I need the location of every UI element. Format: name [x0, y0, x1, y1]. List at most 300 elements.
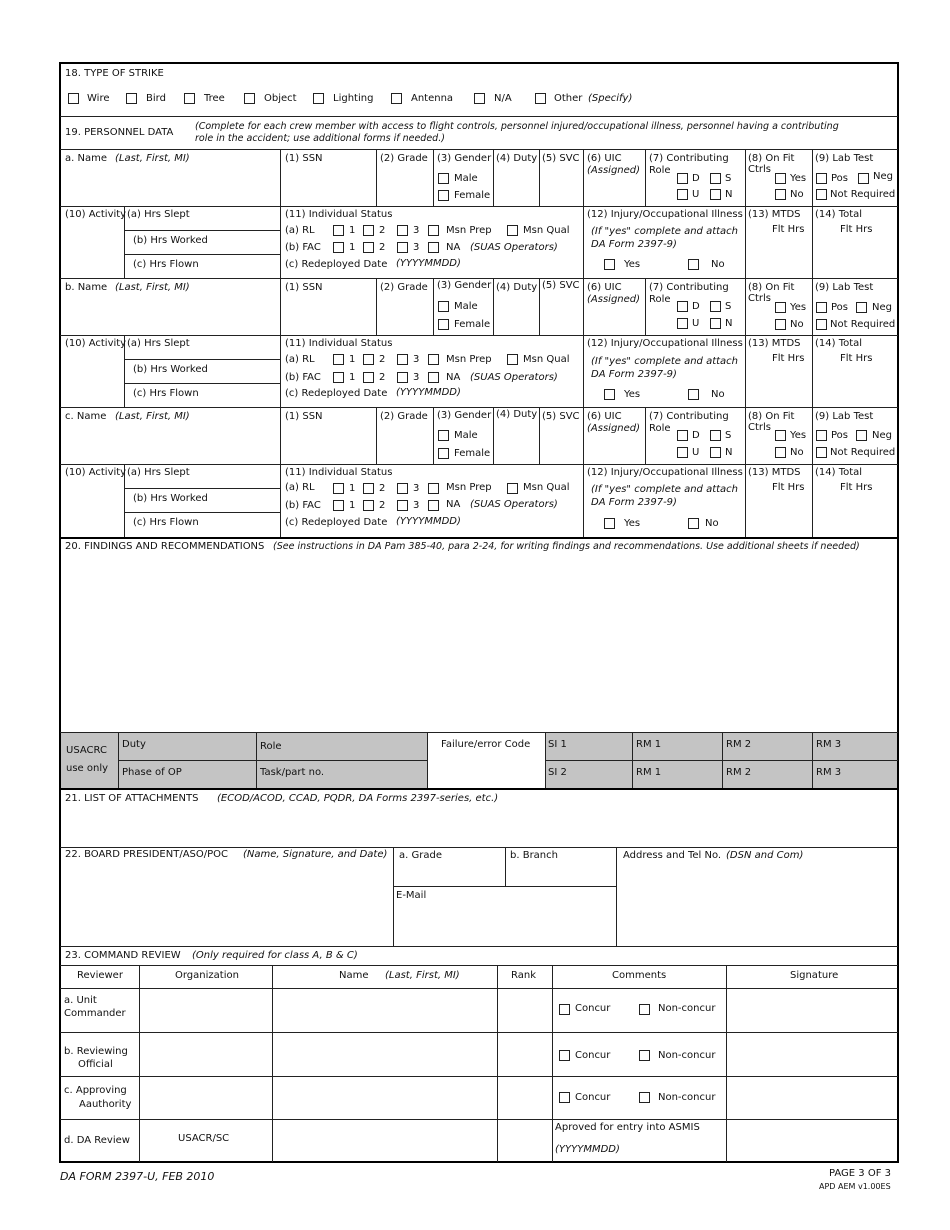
fac-2-checkbox[interactable] — [363, 372, 374, 383]
unit-commander-label-2: Commander — [64, 1008, 126, 1019]
mtds-flthrs: Flt Hrs — [772, 482, 805, 493]
na-status-checkbox[interactable] — [428, 242, 439, 253]
status-label: (11) Individual Status — [285, 209, 393, 220]
tree-label: Tree — [204, 93, 225, 104]
msn-qual-checkbox[interactable] — [507, 354, 518, 365]
fac-2-checkbox[interactable] — [363, 500, 374, 511]
wire-label: Wire — [87, 93, 110, 104]
ssn-label: (1) SSN — [285, 411, 323, 422]
divider — [60, 988, 898, 989]
divider — [256, 733, 257, 788]
female-checkbox[interactable] — [438, 319, 449, 330]
reviewing-official-label-2: Official — [78, 1059, 113, 1070]
female-checkbox[interactable] — [438, 190, 449, 201]
role-s-label: S — [725, 301, 732, 312]
fac-1-label: 1 — [349, 372, 356, 383]
reviewing-nonconcur-label: Non-concur — [658, 1050, 716, 1061]
onfit-yes-checkbox[interactable] — [775, 173, 786, 184]
usacrc-rm1: RM 1 — [636, 739, 662, 750]
rl-1-label: 1 — [349, 354, 356, 365]
divider — [545, 733, 546, 788]
na-status-checkbox[interactable] — [428, 500, 439, 511]
divider — [393, 847, 394, 946]
redeployed-format: (YYYYMMDD) — [396, 516, 461, 527]
divider — [726, 965, 727, 1162]
redeployed-format: (YYYYMMDD) — [396, 387, 461, 398]
role-u-checkbox[interactable] — [677, 447, 688, 458]
redeployed-label: (c) Redeployed Date — [285, 388, 388, 399]
rl-2-checkbox[interactable] — [363, 354, 374, 365]
na-status-label: NA — [446, 499, 461, 510]
bird-label: Bird — [146, 93, 166, 104]
divider — [60, 1076, 898, 1077]
role-s-label: S — [725, 430, 732, 441]
rl-label: (a) RL — [285, 482, 315, 493]
rl-3-checkbox[interactable] — [397, 483, 408, 494]
divider — [60, 788, 898, 790]
divider — [118, 733, 119, 788]
section-20-note: (See instructions in DA Pam 385-40, para 2-24, for writing findings and recommendations. Use additional sheets if needed) — [273, 541, 860, 552]
usacrc-duty: Duty — [122, 739, 146, 750]
suas-label: (SUAS Operators) — [470, 372, 558, 383]
address-field-note: (DSN and Com) — [726, 850, 804, 861]
fac-label: (b) FAC — [285, 372, 321, 383]
email-field-label: E-Mail — [396, 890, 427, 901]
divider — [393, 886, 616, 887]
role-u-checkbox[interactable] — [677, 318, 688, 329]
object-checkbox[interactable] — [244, 93, 255, 104]
fac-label: (b) FAC — [285, 500, 321, 511]
role-n-checkbox[interactable] — [710, 318, 721, 329]
divider — [552, 965, 553, 1162]
hrs-flown-label: (c) Hrs Flown — [133, 517, 199, 528]
divider — [60, 847, 898, 848]
divider — [632, 733, 633, 788]
male-label: Male — [454, 301, 478, 312]
role-s-checkbox[interactable] — [710, 430, 721, 441]
role-label: Role — [649, 165, 671, 176]
msn-qual-checkbox[interactable] — [507, 483, 518, 494]
onfit-yes-label: Yes — [790, 430, 807, 441]
gender-label: (3) Gender — [437, 153, 492, 164]
ctrls-label: Ctrls — [748, 164, 772, 175]
header-name-hint: (Last, First, MI) — [385, 970, 460, 981]
grade-field-label: a. Grade — [399, 850, 442, 861]
gender-label: (3) Gender — [437, 280, 492, 291]
male-label: Male — [454, 430, 478, 441]
ctrls-label: Ctrls — [748, 293, 772, 304]
approving-concur-checkbox[interactable] — [559, 1092, 570, 1103]
approving-nonconcur-checkbox[interactable] — [639, 1092, 650, 1103]
divider — [139, 965, 140, 1162]
role-d-checkbox[interactable] — [677, 173, 688, 184]
unit-commander-label-1: a. Unit — [64, 995, 97, 1006]
lab-pos-label: Pos — [831, 430, 849, 441]
approving-authority-label-2: Aauthority — [79, 1099, 132, 1110]
total-flthrs: Flt Hrs — [840, 353, 873, 364]
unit-nonconcur-checkbox[interactable] — [639, 1004, 650, 1015]
rl-1-checkbox[interactable] — [333, 225, 344, 236]
usacrc-role: Role — [260, 741, 282, 752]
other-label: Other — [554, 93, 583, 104]
rl-label: (a) RL — [285, 354, 315, 365]
lab-neg-checkbox[interactable] — [858, 173, 869, 184]
usacrc-rm2: RM 2 — [726, 739, 752, 750]
labtest-label: (9) Lab Test — [815, 282, 874, 293]
section-22-note: (Name, Signature, and Date) — [243, 849, 388, 860]
role-n-checkbox[interactable] — [710, 189, 721, 200]
injury-no-label: No — [711, 389, 725, 400]
status-label: (11) Individual Status — [285, 467, 393, 478]
fac-2-label: 2 — [379, 372, 386, 383]
usacrc-task: Task/part no. — [260, 767, 325, 778]
usacrc-failure: Failure/error Code — [441, 739, 531, 750]
status-label: (11) Individual Status — [285, 338, 393, 349]
divider — [427, 733, 428, 788]
aproved-label: Aproved for entry into ASMIS — [555, 1122, 700, 1133]
total-label: (14) Total — [815, 467, 863, 478]
branch-field-label: b. Branch — [510, 850, 558, 861]
total-flthrs: Flt Hrs — [840, 482, 873, 493]
mtds-flthrs: Flt Hrs — [772, 353, 805, 364]
row-c-name-hint: (Last, First, MI) — [115, 411, 190, 422]
activity-label: (10) Activity — [65, 209, 127, 220]
injury-no-checkbox[interactable] — [688, 259, 699, 270]
labtest-label: (9) Lab Test — [815, 411, 874, 422]
hrs-slept-label: (a) Hrs Slept — [127, 467, 190, 478]
section-19-note: (Complete for each crew member with access to flight controls, personnel injured/occupational illness, personnel having a contributing role in the accident; use additional forms if needed.) — [195, 121, 839, 144]
hrs-worked-label: (b) Hrs Worked — [133, 493, 208, 504]
other-checkbox[interactable] — [535, 93, 546, 104]
duty-label: (4) Duty — [496, 153, 538, 164]
fac-1-checkbox[interactable] — [333, 372, 344, 383]
wire-checkbox[interactable] — [68, 93, 79, 104]
mtds-label: (13) MTDS — [748, 209, 801, 220]
female-checkbox[interactable] — [438, 448, 449, 459]
male-label: Male — [454, 173, 478, 184]
other-specify: (Specify) — [588, 93, 633, 104]
msn-qual-label: Msn Qual — [523, 482, 570, 493]
usacrc-si1: SI 1 — [548, 739, 567, 750]
suas-label: (SUAS Operators) — [470, 242, 558, 253]
approving-concur-label: Concur — [575, 1092, 611, 1103]
onfit-yes-label: Yes — [790, 302, 807, 313]
redeployed-label: (c) Redeployed Date — [285, 517, 388, 528]
divider — [60, 464, 898, 465]
role-u-checkbox[interactable] — [677, 189, 688, 200]
row-a-name-label: a. Name — [65, 153, 107, 164]
divider — [645, 278, 646, 335]
section-23-title: 23. COMMAND REVIEW — [65, 950, 181, 961]
rl-2-checkbox[interactable] — [363, 225, 374, 236]
divider — [493, 278, 494, 335]
lab-notreq-checkbox[interactable] — [816, 447, 827, 458]
female-label: Female — [454, 319, 491, 330]
ssn-label: (1) SSN — [285, 153, 323, 164]
hrs-worked-label: (b) Hrs Worked — [133, 364, 208, 375]
divider — [812, 733, 813, 788]
usacrc-rm1b: RM 1 — [636, 767, 662, 778]
msn-qual-checkbox[interactable] — [507, 225, 518, 236]
injury-no-label: No — [705, 518, 719, 529]
usacrc-rm3b: RM 3 — [816, 767, 842, 778]
section-21-note: (ECOD/ACOD, CCAD, PQDR, DA Forms 2397-series, etc.) — [217, 793, 499, 804]
injury-no-checkbox[interactable] — [688, 518, 699, 529]
contrib-label: (7) Contributing — [649, 153, 729, 164]
fac-3-label: 3 — [413, 500, 420, 511]
form-number: DA FORM 2397-U, FEB 2010 — [60, 1170, 215, 1183]
msn-prep-label: Msn Prep — [446, 482, 492, 493]
onfit-yes-checkbox[interactable] — [775, 430, 786, 441]
lab-pos-checkbox[interactable] — [816, 173, 827, 184]
lab-notreq-checkbox[interactable] — [816, 189, 827, 200]
page-number: PAGE 3 OF 3 — [829, 1168, 892, 1179]
divider — [272, 965, 273, 1162]
injury-yes-label: Yes — [624, 389, 641, 400]
divider — [60, 116, 898, 117]
redeployed-label: (c) Redeployed Date — [285, 259, 388, 270]
rl-1-label: 1 — [349, 483, 356, 494]
labtest-label: (9) Lab Test — [815, 153, 874, 164]
tree-checkbox[interactable] — [184, 93, 195, 104]
onfit-no-label: No — [790, 189, 804, 200]
role-d-checkbox[interactable] — [677, 301, 688, 312]
lab-neg-label: Neg — [873, 171, 893, 182]
findings-textarea[interactable] — [62, 556, 896, 730]
svc-label: (5) SVC — [542, 280, 580, 291]
injury-yes-checkbox[interactable] — [604, 389, 615, 400]
divider — [376, 278, 377, 335]
role-s-checkbox[interactable] — [710, 301, 721, 312]
divider — [124, 359, 280, 360]
fac-3-checkbox[interactable] — [397, 500, 408, 511]
divider — [433, 149, 434, 206]
divider — [118, 760, 427, 761]
divider — [616, 847, 617, 946]
onfit-no-checkbox[interactable] — [775, 189, 786, 200]
divider — [497, 965, 498, 1162]
injury-ifyes: (If "yes" complete and attach — [591, 356, 739, 367]
msn-prep-checkbox[interactable] — [428, 483, 439, 494]
divider — [60, 537, 898, 539]
msn-prep-checkbox[interactable] — [428, 354, 439, 365]
hrs-worked-label: (b) Hrs Worked — [133, 235, 208, 246]
header-comments: Comments — [612, 970, 667, 981]
divider — [124, 512, 280, 513]
lab-neg-label: Neg — [872, 302, 892, 313]
header-reviewer: Reviewer — [77, 970, 123, 981]
rl-1-checkbox[interactable] — [333, 354, 344, 365]
divider — [124, 254, 280, 255]
lab-neg-label: Neg — [872, 430, 892, 441]
divider — [124, 488, 280, 489]
reviewing-concur-checkbox[interactable] — [559, 1050, 570, 1061]
divider — [60, 965, 898, 966]
fac-3-checkbox[interactable] — [397, 242, 408, 253]
lab-notreq-label: Not Required — [830, 447, 896, 458]
reviewing-nonconcur-checkbox[interactable] — [639, 1050, 650, 1061]
row-a-name-hint: (Last, First, MI) — [115, 153, 190, 164]
role-n-label: N — [725, 447, 733, 458]
mtds-flthrs: Flt Hrs — [772, 224, 805, 235]
role-s-checkbox[interactable] — [710, 173, 721, 184]
rl-2-label: 2 — [379, 225, 386, 236]
uic-label: (6) UIC — [587, 411, 622, 422]
rl-label: (a) RL — [285, 225, 315, 236]
lab-neg-checkbox[interactable] — [856, 430, 867, 441]
hrs-flown-label: (c) Hrs Flown — [133, 259, 199, 270]
injury-label: (12) Injury/Occupational Illness — [587, 467, 743, 478]
onfit-label: (8) On Fit — [748, 411, 795, 422]
rl-3-label: 3 — [413, 483, 420, 494]
rl-3-label: 3 — [413, 354, 420, 365]
injury-ifyes: (If "yes" complete and attach — [591, 484, 739, 495]
divider — [60, 1119, 898, 1120]
unit-nonconcur-label: Non-concur — [658, 1003, 716, 1014]
usacrc-useonly: use only — [66, 763, 109, 774]
divider — [493, 407, 494, 464]
msn-prep-label: Msn Prep — [446, 354, 492, 365]
lab-pos-checkbox[interactable] — [816, 430, 827, 441]
ctrls-label: Ctrls — [748, 422, 772, 433]
injury-yes-checkbox[interactable] — [604, 518, 615, 529]
divider — [645, 149, 646, 206]
divider — [745, 149, 746, 537]
divider — [539, 278, 540, 335]
male-checkbox[interactable] — [438, 430, 449, 441]
role-u-label: U — [692, 189, 700, 200]
role-d-label: D — [692, 301, 700, 312]
gender-label: (3) Gender — [437, 410, 492, 421]
injury-no-checkbox[interactable] — [688, 389, 699, 400]
role-d-label: D — [692, 430, 700, 441]
na-checkbox[interactable] — [474, 93, 485, 104]
aproved-date-format: (YYYYMMDD) — [555, 1144, 620, 1155]
onfit-no-checkbox[interactable] — [775, 319, 786, 330]
onfit-no-label: No — [790, 319, 804, 330]
role-d-label: D — [692, 173, 700, 184]
fac-3-checkbox[interactable] — [397, 372, 408, 383]
onfit-no-checkbox[interactable] — [775, 447, 786, 458]
svc-label: (5) SVC — [542, 153, 580, 164]
divider — [60, 206, 898, 207]
fac-2-checkbox[interactable] — [363, 242, 374, 253]
na-label: N/A — [494, 93, 512, 104]
fac-1-checkbox[interactable] — [333, 242, 344, 253]
antenna-checkbox[interactable] — [391, 93, 402, 104]
lab-pos-checkbox[interactable] — [816, 302, 827, 313]
role-s-label: S — [725, 173, 732, 184]
male-checkbox[interactable] — [438, 173, 449, 184]
injury-ifyes: (If "yes" complete and attach — [591, 226, 739, 237]
redeployed-format: (YYYYMMDD) — [396, 258, 461, 269]
grade-label: (2) Grade — [380, 411, 428, 422]
role-n-label: N — [725, 189, 733, 200]
fac-2-label: 2 — [379, 242, 386, 253]
divider — [376, 149, 377, 206]
onfit-yes-checkbox[interactable] — [775, 302, 786, 313]
fac-3-label: 3 — [413, 372, 420, 383]
lab-notreq-checkbox[interactable] — [816, 319, 827, 330]
antenna-label: Antenna — [411, 93, 454, 104]
usacrc-phase: Phase of OP — [122, 767, 182, 778]
lab-notreq-label: Not Required — [830, 189, 896, 200]
injury-daform: DA Form 2397-9) — [591, 369, 677, 380]
section-22-title: 22. BOARD PRESIDENT/ASO/POC — [65, 849, 229, 860]
header-organization: Organization — [175, 970, 239, 981]
rl-2-checkbox[interactable] — [363, 483, 374, 494]
na-status-checkbox[interactable] — [428, 372, 439, 383]
section-18-title: 18. TYPE OF STRIKE — [65, 68, 164, 79]
divider — [505, 847, 506, 886]
uic-label: (6) UIC — [587, 153, 622, 164]
hrs-slept-label: (a) Hrs Slept — [127, 338, 190, 349]
rl-3-checkbox[interactable] — [397, 225, 408, 236]
injury-yes-checkbox[interactable] — [604, 259, 615, 270]
uic-assigned: (Assigned) — [587, 165, 641, 176]
approving-authority-label-1: c. Approving — [64, 1085, 127, 1096]
na-status-label: NA — [446, 242, 461, 253]
unit-concur-checkbox[interactable] — [559, 1004, 570, 1015]
injury-label: (12) Injury/Occupational Illness — [587, 209, 743, 220]
section-20-title: 20. FINDINGS AND RECOMMENDATIONS — [65, 541, 265, 552]
contrib-label: (7) Contributing — [649, 411, 729, 422]
role-u-label: U — [692, 318, 700, 329]
onfit-no-label: No — [790, 447, 804, 458]
msn-qual-label: Msn Qual — [523, 225, 570, 236]
unit-concur-label: Concur — [575, 1003, 611, 1014]
bird-checkbox[interactable] — [126, 93, 137, 104]
msn-prep-checkbox[interactable] — [428, 225, 439, 236]
approving-nonconcur-label: Non-concur — [658, 1092, 716, 1103]
role-u-label: U — [692, 447, 700, 458]
rl-1-checkbox[interactable] — [333, 483, 344, 494]
fac-3-label: 3 — [413, 242, 420, 253]
divider — [433, 278, 434, 335]
fac-2-label: 2 — [379, 500, 386, 511]
uic-assigned: (Assigned) — [587, 423, 641, 434]
rl-3-checkbox[interactable] — [397, 354, 408, 365]
reviewing-official-label-1: b. Reviewing — [64, 1046, 128, 1057]
rl-1-label: 1 — [349, 225, 356, 236]
suas-label: (SUAS Operators) — [470, 499, 558, 510]
fac-1-checkbox[interactable] — [333, 500, 344, 511]
activity-label: (10) Activity — [65, 338, 127, 349]
fac-label: (b) FAC — [285, 242, 321, 253]
section-21-title: 21. LIST OF ATTACHMENTS — [65, 793, 199, 804]
row-c-name-label: c. Name — [65, 411, 107, 422]
lighting-checkbox[interactable] — [313, 93, 324, 104]
apd-version: APD AEM v1.00ES — [819, 1182, 891, 1191]
male-checkbox[interactable] — [438, 301, 449, 312]
total-flthrs: Flt Hrs — [840, 224, 873, 235]
divider — [60, 946, 898, 947]
injury-daform: DA Form 2397-9) — [591, 497, 677, 508]
divider — [433, 407, 434, 464]
divider — [376, 407, 377, 464]
divider — [60, 407, 898, 408]
address-field-label: Address and Tel No. — [623, 850, 722, 861]
role-d-checkbox[interactable] — [677, 430, 688, 441]
fac-1-label: 1 — [349, 500, 356, 511]
msn-qual-label: Msn Qual — [523, 354, 570, 365]
divider — [539, 149, 540, 206]
divider — [280, 149, 281, 537]
lab-neg-checkbox[interactable] — [856, 302, 867, 313]
role-n-checkbox[interactable] — [710, 447, 721, 458]
role-label: Role — [649, 294, 671, 305]
onfit-yes-label: Yes — [790, 173, 807, 184]
